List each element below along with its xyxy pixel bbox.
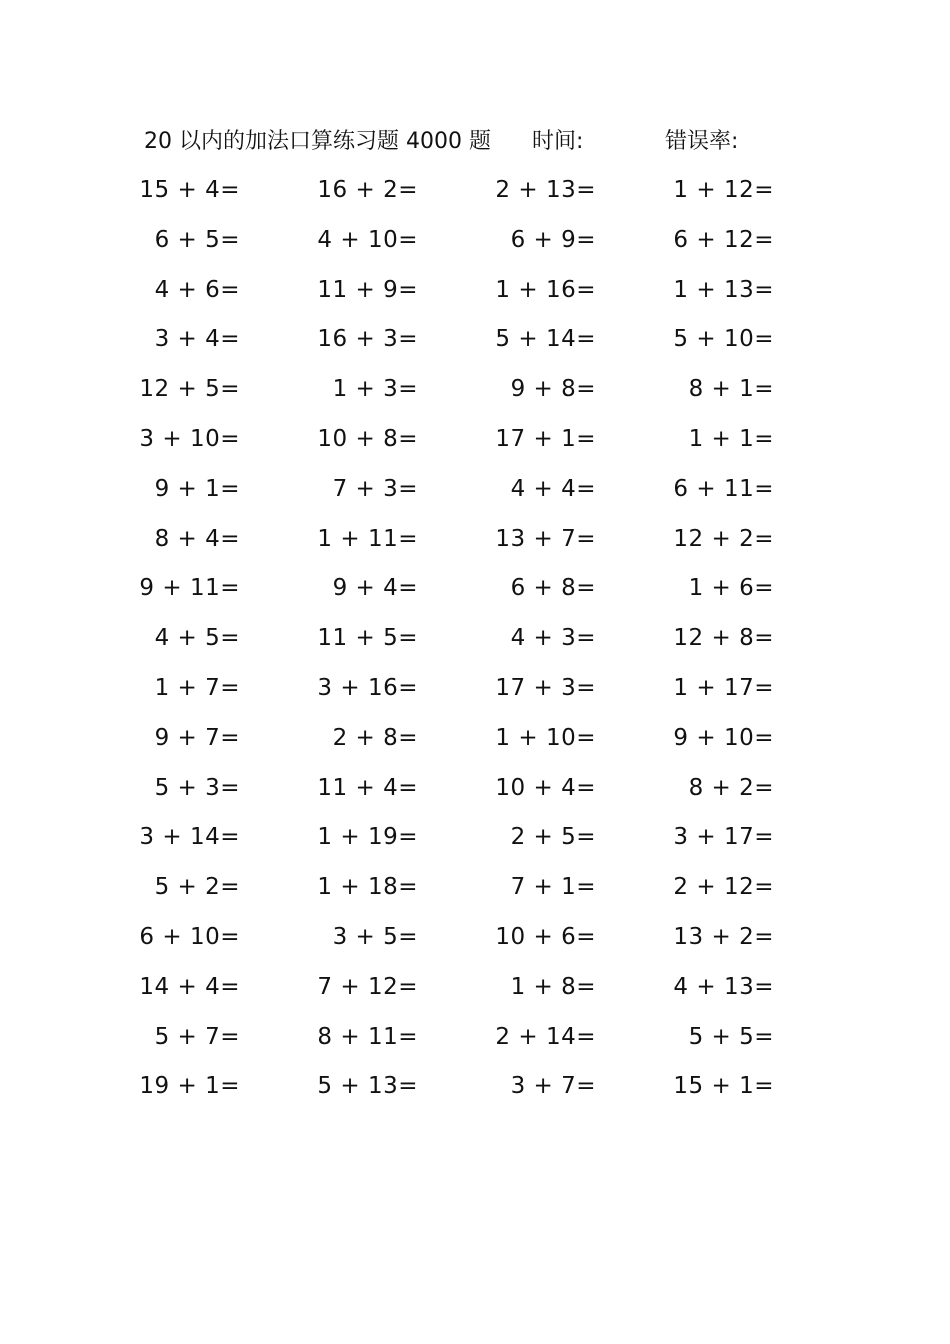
error-rate-label: 错误率: <box>665 129 739 154</box>
problem-row <box>0 216 950 266</box>
problem: 5 + 14= <box>495 326 596 353</box>
problem: 1 + 12= <box>673 177 774 203</box>
problem: 3 + 10= <box>139 425 240 452</box>
problem: 3 + 5= <box>332 923 418 950</box>
problem: 6 + 10= <box>139 923 240 950</box>
problem-row <box>0 166 950 216</box>
problem: 8 + 2= <box>688 774 774 801</box>
problem-row <box>0 813 950 863</box>
problem: 16 + 3= <box>317 326 418 353</box>
problem: 12 + 5= <box>139 376 240 403</box>
problem: 2 + 14= <box>495 1023 596 1050</box>
time-label: 时间: <box>532 129 584 154</box>
problem: 7 + 3= <box>332 475 418 502</box>
problem: 12 + 8= <box>673 625 774 652</box>
problem: 4 + 6= <box>154 276 240 303</box>
problem-row <box>0 515 950 565</box>
problem: 3 + 4= <box>154 326 240 353</box>
problem: 1 + 18= <box>317 874 418 901</box>
problem-row <box>0 664 950 714</box>
problem-row <box>0 564 950 614</box>
problem: 1 + 6= <box>688 575 774 602</box>
problem: 3 + 7= <box>510 1073 596 1100</box>
problem: 3 + 17= <box>673 824 774 851</box>
problem: 15 + 4= <box>139 177 240 203</box>
problem: 10 + 8= <box>317 425 418 452</box>
problem: 5 + 10= <box>673 326 774 353</box>
problem-row <box>0 266 950 316</box>
problem: 3 + 14= <box>139 824 240 851</box>
problem: 8 + 11= <box>317 1023 418 1050</box>
problem: 1 + 10= <box>495 724 596 751</box>
problem: 6 + 5= <box>154 226 240 253</box>
problem: 1 + 7= <box>154 674 240 701</box>
problem: 9 + 7= <box>154 724 240 751</box>
problem: 11 + 9= <box>317 276 418 303</box>
problem: 16 + 2= <box>317 177 418 203</box>
problem: 9 + 11= <box>139 575 240 602</box>
problem: 1 + 11= <box>317 525 418 552</box>
problem: 7 + 1= <box>510 874 596 901</box>
problem: 1 + 17= <box>673 674 774 701</box>
problem: 4 + 10= <box>317 226 418 253</box>
worksheet-title: 20 以内的加法口算练习题 4000 题 <box>144 129 491 154</box>
problem: 10 + 4= <box>495 774 596 801</box>
problem: 5 + 2= <box>154 874 240 901</box>
problem: 9 + 1= <box>154 475 240 502</box>
problem-row <box>0 1013 950 1063</box>
problem: 5 + 13= <box>317 1073 418 1100</box>
problem: 4 + 3= <box>510 625 596 652</box>
problem: 15 + 1= <box>673 1073 774 1100</box>
problem-row <box>0 365 950 415</box>
worksheet-header <box>0 124 950 160</box>
problem: 5 + 7= <box>154 1023 240 1050</box>
problem: 9 + 4= <box>332 575 418 602</box>
problem: 1 + 13= <box>673 276 774 303</box>
problem: 1 + 16= <box>495 276 596 303</box>
problem: 14 + 4= <box>139 973 240 1000</box>
problem: 2 + 13= <box>495 177 596 203</box>
problem: 5 + 3= <box>154 774 240 801</box>
problem: 9 + 8= <box>510 376 596 403</box>
problem: 2 + 12= <box>673 874 774 901</box>
problem: 19 + 1= <box>139 1073 240 1100</box>
problem: 6 + 8= <box>510 575 596 602</box>
problem: 3 + 16= <box>317 674 418 701</box>
problem: 1 + 1= <box>688 425 774 452</box>
problem: 8 + 1= <box>688 376 774 403</box>
problem: 13 + 2= <box>673 923 774 950</box>
problem: 4 + 13= <box>673 973 774 1000</box>
problem: 9 + 10= <box>673 724 774 751</box>
problem: 11 + 4= <box>317 774 418 801</box>
problem: 2 + 8= <box>332 724 418 751</box>
problem-row <box>0 963 950 1013</box>
problem: 4 + 5= <box>154 625 240 652</box>
problem-grid <box>0 166 950 1112</box>
problem-row <box>0 764 950 814</box>
problem: 4 + 4= <box>510 475 596 502</box>
problem: 10 + 6= <box>495 923 596 950</box>
problem: 1 + 3= <box>332 376 418 403</box>
problem-row <box>0 315 950 365</box>
problem: 6 + 9= <box>510 226 596 253</box>
problem-row <box>0 714 950 764</box>
problem: 13 + 7= <box>495 525 596 552</box>
problem-row <box>0 913 950 963</box>
problem: 17 + 1= <box>495 425 596 452</box>
problem: 17 + 3= <box>495 674 596 701</box>
problem: 7 + 12= <box>317 973 418 1000</box>
problem: 11 + 5= <box>317 625 418 652</box>
problem-row <box>0 465 950 515</box>
problem: 8 + 4= <box>154 525 240 552</box>
problem: 2 + 5= <box>510 824 596 851</box>
problem: 1 + 8= <box>510 973 596 1000</box>
problem: 1 + 19= <box>317 824 418 851</box>
problem-row <box>0 415 950 465</box>
problem: 5 + 5= <box>688 1023 774 1050</box>
problem-row <box>0 1062 950 1112</box>
problem: 6 + 11= <box>673 475 774 502</box>
problem-row <box>0 863 950 913</box>
problem: 12 + 2= <box>673 525 774 552</box>
problem: 6 + 12= <box>673 226 774 253</box>
problem-row <box>0 614 950 664</box>
